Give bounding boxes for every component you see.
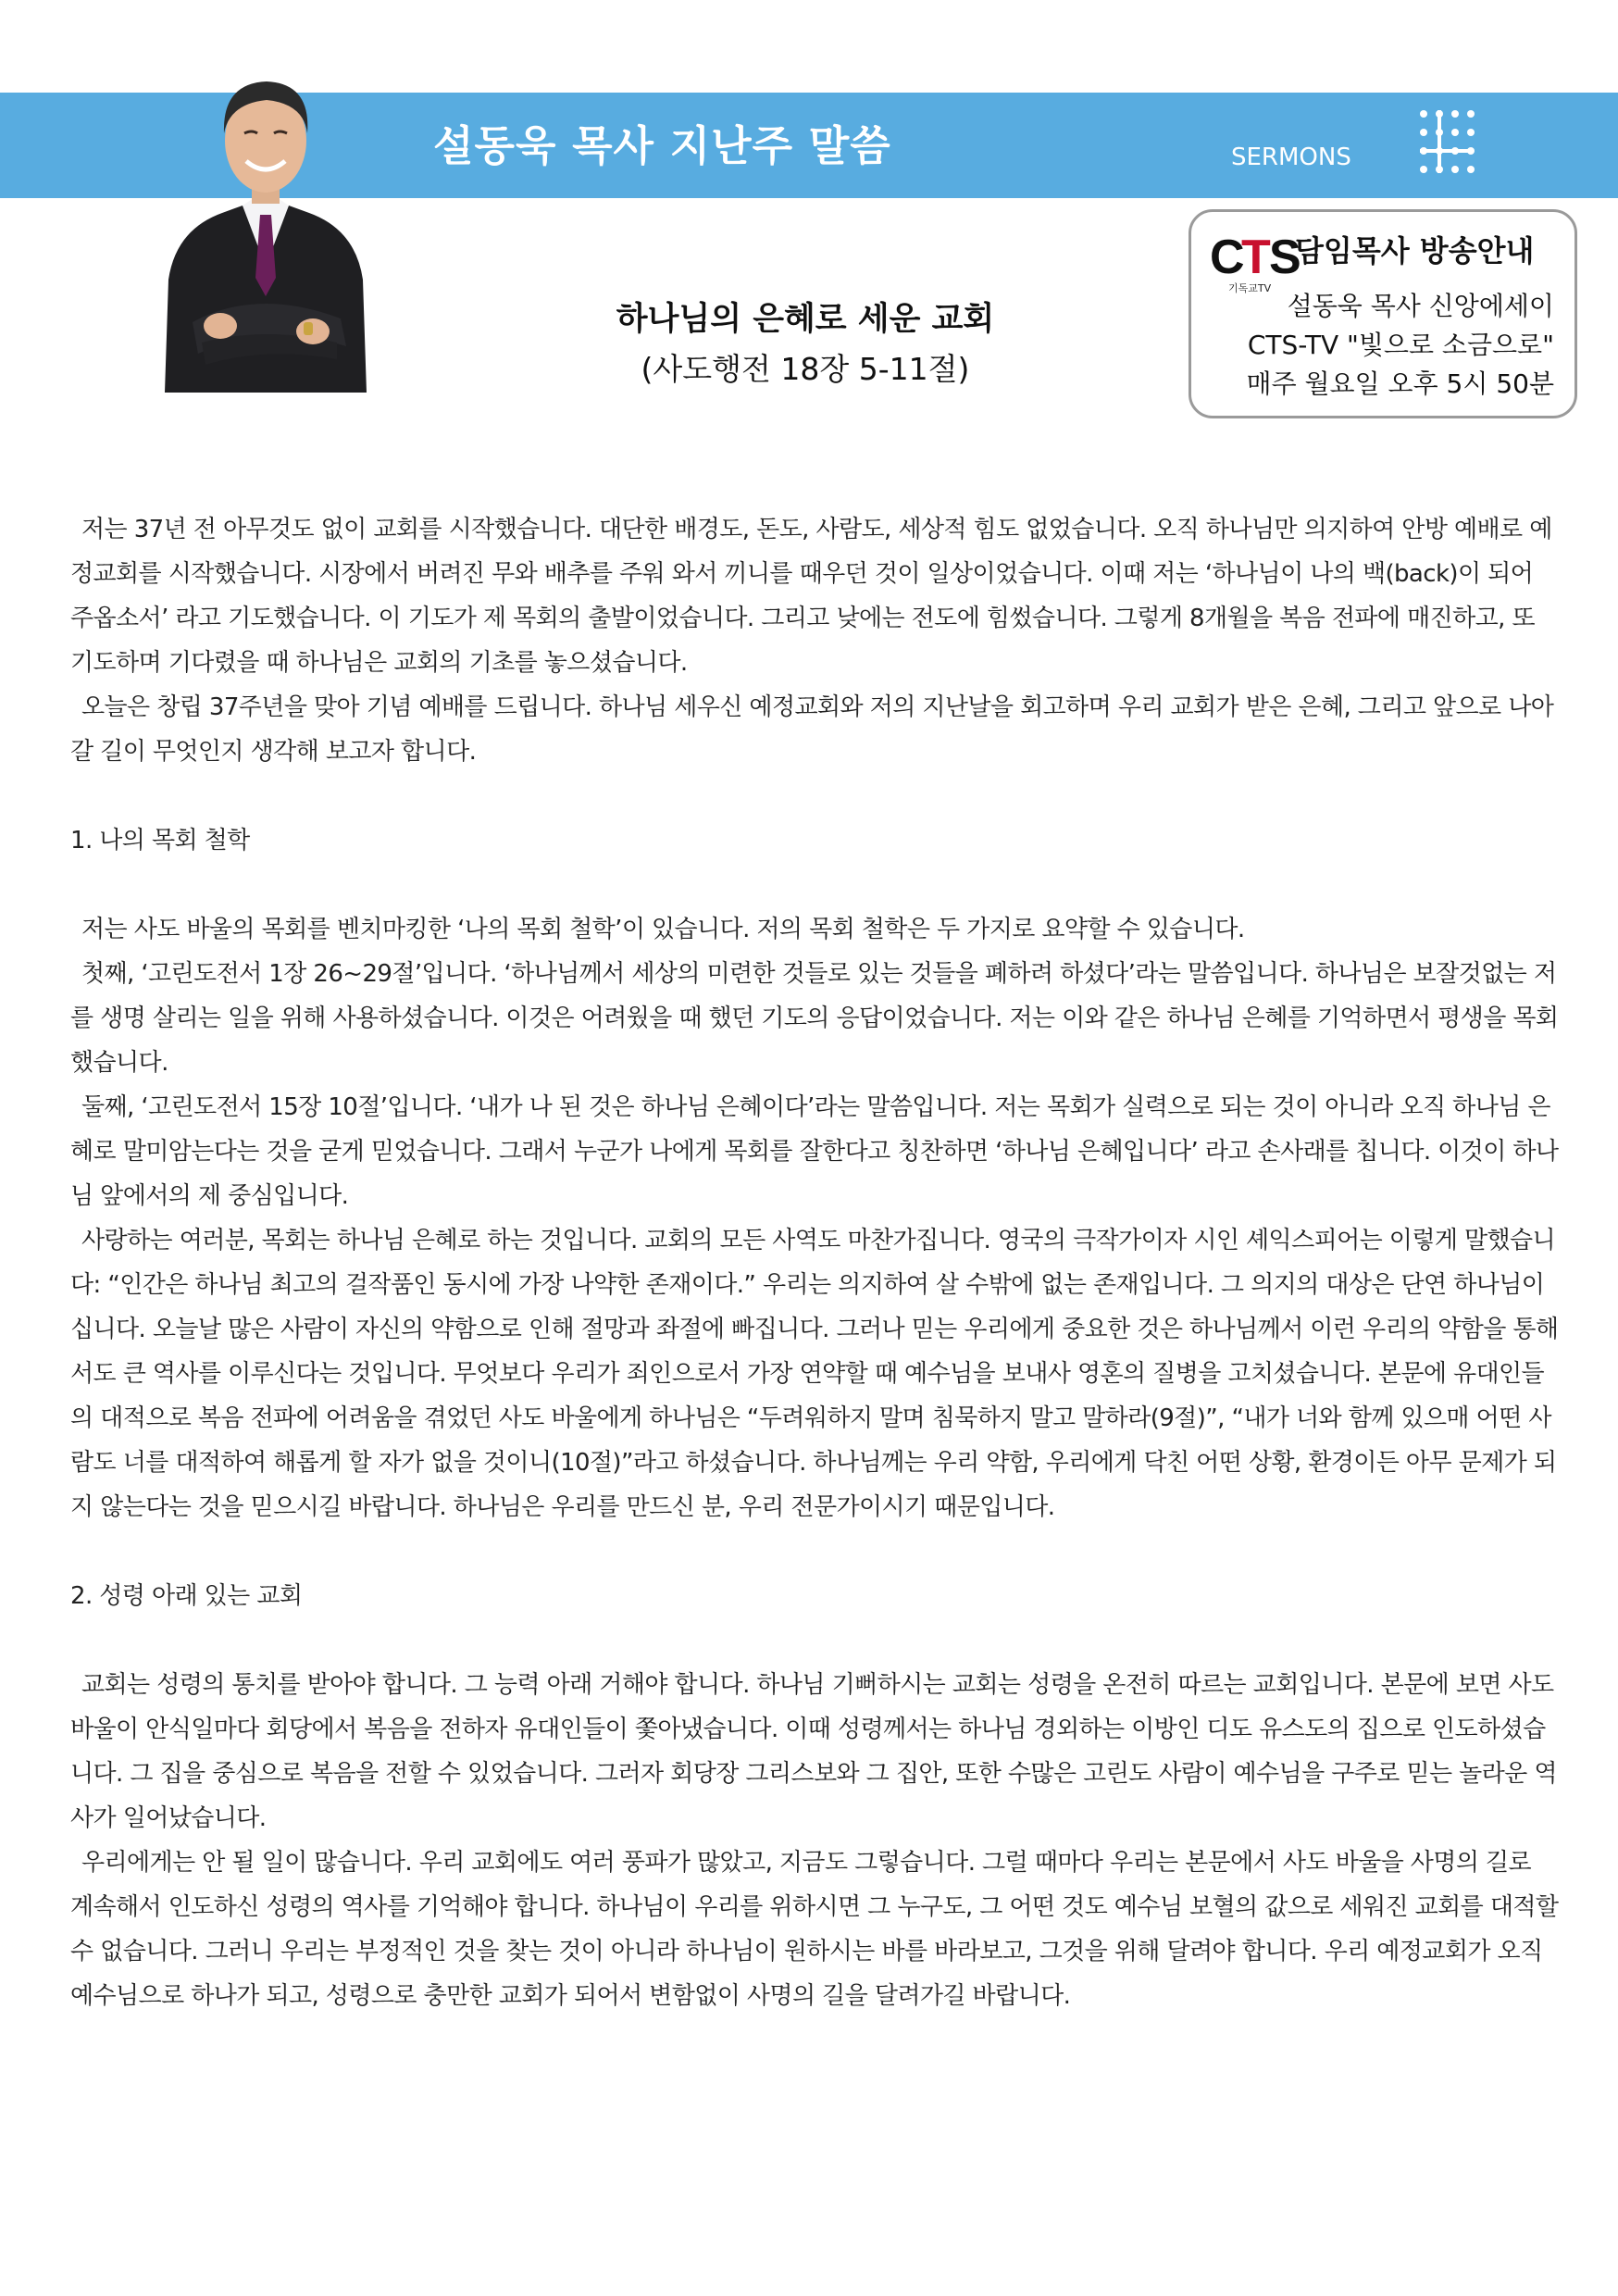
broadcast-line-3: 매주 월요일 오후 5시 50분 (1246, 368, 1554, 399)
cts-logo-icon (1210, 227, 1302, 288)
svg-text:T: T (1241, 231, 1271, 284)
section-2-paragraph-1: 교회는 성령의 통치를 받아야 합니다. 그 능력 아래 거해야 합니다. 하나님 기뻐하시는 교회는 성령을 온전히 따르는 교회입니다. 본문에 보면 사도 바울이 안식일마다 회당에서 복음을 전하자 유대인들이 쫓아냈습니다. 이때 성령께서는 하나님 경외하는 이방인 디도 유스도의 집으로 인도하셨습니다. 그 집을 중심으로 복음을 전할 수 있었습니다. 그러자 회당장 그리스보와 그 집안, 또한 수많은 고린도 사람이 예수님을 구주로 믿는 놀라운 역사가 일어났습니다. (70, 1671, 1557, 1832)
section-2-paragraph-2: 우리에게는 안 될 일이 많습니다. 우리 교회에도 여러 풍파가 많았고, 지금도 그렇습니다. 그럴 때마다 우리는 본문에서 사도 바울을 사명의 길로 계속해서 인도하신 성령의 역사를 기억해야 합니다. 하나님이 우리를 위하시면 그 누구도, 그 어떤 것도 예수님 보혈의 값으로 세워진 교회를 대적할 수 없습니다. 그러니 우리는 부정적인 것을 찾는 것이 아니라 하나님이 원하시는 바를 바라보고, 그것을 위해 달려야 합니다. 우리 예정교회가 오직 예수님으로 하나가 되고, 성령으로 충만한 교회가 되어서 변함없이 사명의 길을 달려가길 바랍니다. (70, 1849, 1559, 2010)
svg-text:C: C (1210, 231, 1245, 284)
intro-paragraph-2: 오늘은 창립 37주년을 맞아 기념 예배를 드립니다. 하나님 세우신 예정교회와 저의 지난날을 회고하며 우리 교회가 받은 은혜, 그리고 앞으로 나아갈 길이 무엇인지 생각해 보고자 합니다. (70, 693, 1554, 766)
pastor-photo (165, 48, 367, 393)
cts-logo-subtext: 기독교TV (1228, 282, 1272, 294)
broadcast-line-2: CTS-TV "빛으로 소금으로" (1247, 330, 1554, 360)
section-1-paragraph-2: 첫째, ‘고린도전서 1장 26~29절’입니다. ‘하나님께서 세상의 미련한 것들로 있는 것들을 폐하려 하셨다’라는 말씀입니다. 하나님은 보잘것없는 저를 생명 살리는 일을 위해 사용하셨습니다. 이것은 어려웠을 때 했던 기도의 응답이었습니다. 저는 이와 같은 하나님 은혜를 기억하면서 평생을 목회했습니다. (70, 960, 1559, 1077)
section-1-paragraph-1: 저는 사도 바울의 목회를 벤치마킹한 ‘나의 목회 철학’이 있습니다. 저의 목회 철학은 두 가지로 요약할 수 있습니다. (81, 916, 1245, 943)
broadcast-title: 담임목사 방송안내 (1295, 233, 1535, 268)
broadcast-info-box (1189, 209, 1577, 418)
banner-subtitle: SERMONS (1231, 144, 1351, 171)
banner-title: 설동욱 목사 지난주 말씀 (433, 121, 891, 170)
sermon-title: 하나님의 은혜로 세운 교회 (616, 301, 995, 338)
sermon-reference: (사도행전 18장 5-11절) (641, 351, 970, 387)
sermon-body (70, 507, 1561, 2018)
section-1-heading: 1. 나의 목회 철학 (70, 827, 250, 855)
section-1-paragraph-3: 둘째, ‘고린도전서 15장 10절’입니다. ‘내가 나 된 것은 하나님 은혜이다’라는 말씀입니다. 저는 목회가 실력으로 되는 것이 아니라 오직 하나님 은혜로 말미암는다는 것을 굳게 믿었습니다. 그래서 누군가 나에게 목회를 잘한다고 칭찬하면 ‘하나님 은혜입니다’ 라고 손사래를 칩니다. 이것이 하나님 앞에서의 제 중심입니다. (70, 1093, 1559, 1210)
svg-text:S: S (1269, 231, 1301, 284)
broadcast-line-1: 설동욱 목사 신앙에세이 (1287, 291, 1554, 321)
dot-grid-icon (1414, 105, 1479, 179)
section-1-paragraph-4: 사랑하는 여러분, 목회는 하나님 은혜로 하는 것입니다. 교회의 모든 사역도 마찬가집니다. 영국의 극작가이자 시인 셰익스피어는 이렇게 말했습니다: “인간은 하나님 최고의 걸작품인 동시에 가장 나약한 존재이다.” 우리는 의지하여 살 수밖에 없는 존재입니다. 그 의지의 대상은 단연 하나님이십니다. 오늘날 많은 사람이 자신의 약함으로 인해 절망과 좌절에 빠집니다. 그러나 믿는 우리에게 중요한 것은 하나님께서 이런 우리의 약함을 통해서도 큰 역사를 이루신다는 것입니다. 무엇보다 우리가 죄인으로서 가장 연약할 때 예수님을 보내사 영혼의 질병을 고치셨습니다. 본문에 유대인들의 대적으로 복음 전파에 어려움을 겪었던 사도 바울에게 하나님은 “두려워하지 말며 침묵하지 말고 말하라(9절)”, “내가 너와 함께 있으매 어떤 사람도 너를 대적하여 해롭게 할 자가 없을 것이니(10절)”라고 하셨습니다. 하나님께는 우리 약함, 우리에게 닥친 어떤 상황, 환경이든 아무 문제가 되지 않는다는 것을 믿으시길 바랍니다. 하나님은 우리를 만드신 분, 우리 전문가이시기 때문입니다. (70, 1227, 1559, 1521)
intro-paragraph-1: 저는 37년 전 아무것도 없이 교회를 시작했습니다. 대단한 배경도, 돈도, 사람도, 세상적 힘도 없었습니다. 오직 하나님만 의지하여 안방 예배로 예정교회를 시작했습니다. 시장에서 버려진 무와 배추를 주워 와서 끼니를 때우던 것이 일상이었습니다. 이때 저는 ‘하나님이 나의 백(back)이 되어 주옵소서’ 라고 기도했습니다. 이 기도가 제 목회의 출발이었습니다. 그리고 낮에는 전도에 힘썼습니다. 그렇게 8개월을 복음 전파에 매진하고, 또 기도하며 기다렸을 때 하나님은 교회의 기초를 놓으셨습니다. (70, 516, 1552, 677)
section-2-heading: 2. 성령 아래 있는 교회 (70, 1582, 303, 1610)
